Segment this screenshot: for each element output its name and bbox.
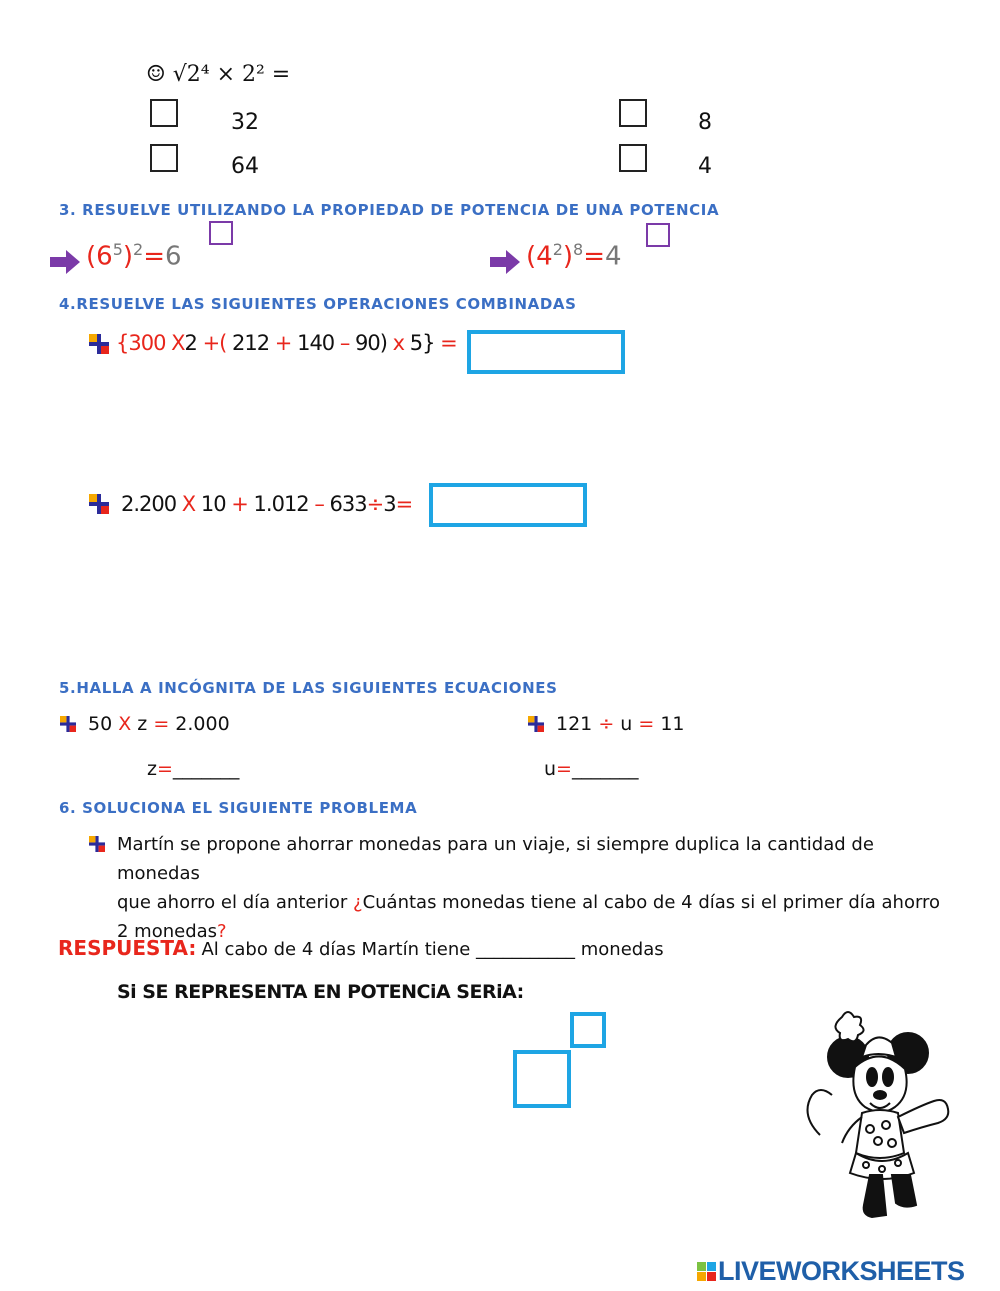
q2-option-checkbox-64[interactable] [150, 144, 178, 172]
q6-line-2: que ahorro el día anterior ¿Cuántas monedas tiene al cabo de 4 días si el primer día ahorro [117, 892, 941, 913]
q4-operation-1: {300 X2 +( 212 + 140 – 90) x 5} = [116, 331, 457, 355]
minnie-mouse-illustration [800, 1005, 960, 1230]
q3-exponent-input-2[interactable] [646, 223, 670, 247]
bullet-icon [89, 494, 109, 514]
q2-option-label-64: 64 [231, 154, 259, 179]
respuesta-text: Al cabo de 4 días Martín tiene ___________ monedas [201, 939, 664, 960]
q5-answer-2[interactable]: u=_______ [544, 758, 639, 780]
q4-heading: 4.RESUELVE LAS SIGUIENTES OPERACIONES COMBINADAS [59, 295, 577, 313]
q6-heading: 6. SOLUCIONA EL SIGUIENTE PROBLEMA [59, 799, 418, 817]
q5-equation-1: 50 X z = 2.000 [88, 713, 230, 735]
smiley-icon: ☺ [146, 62, 166, 87]
q6-line-3: 2 monedas? [117, 921, 227, 942]
q2-option-label-32: 32 [231, 110, 259, 135]
q2-option-label-8: 8 [698, 110, 712, 135]
potencia-base-box[interactable] [513, 1050, 571, 1108]
bullet-icon [89, 334, 109, 354]
q3-expression-2: $(4^2)^8=4$ [526, 240, 622, 272]
respuesta-label: RESPUESTA: [58, 936, 197, 960]
bullet-icon [60, 716, 76, 732]
q3-exponent-input-1[interactable] [209, 221, 233, 245]
q3-heading-text: RESUELVE UTILIZANDO LA PROPIEDAD DE POTENCIA DE UNA POTENCIA [82, 201, 720, 219]
q5-heading: 5.HALLA A INCÓGNITA DE LAS SIGUIENTES ECUACIONES [59, 679, 558, 697]
potencia-exponent-box[interactable] [570, 1012, 606, 1048]
q5-equation-2: 121 ÷ u = 11 [556, 713, 685, 735]
q6-problem-text [117, 830, 947, 946]
q2-expression: √2⁴ × 2² = [172, 62, 291, 87]
q6-line-1: Martín se propone ahorrar monedas para un viaje, si siempre duplica la cantidad de monedas [117, 834, 874, 884]
q3-heading-number: 3. [59, 201, 77, 219]
brand-name[interactable]: LIVEWORKSHEETS [718, 1256, 965, 1286]
q3-heading [59, 201, 719, 219]
arrow-right-icon [490, 250, 520, 274]
q4-answer-box-2[interactable] [429, 483, 587, 527]
q6-respuesta-row [58, 936, 664, 960]
potencia-label: Si SE REPRESENTA EN POTENCiA SERiA: [117, 981, 524, 1003]
q3-expression-1: $(6^5)^2=6$ [86, 240, 182, 272]
q4-answer-box-1[interactable] [467, 330, 625, 374]
liveworksheets-logo [697, 1256, 965, 1287]
q4-operation-2: 2.200 X 10 + 1.012 – 633÷3= [121, 492, 413, 516]
q5-answer-1[interactable]: z=_______ [147, 758, 240, 780]
q2-expression-row [146, 62, 290, 87]
bullet-icon [89, 836, 105, 852]
q2-option-checkbox-4[interactable] [619, 144, 647, 172]
arrow-right-icon [50, 250, 80, 274]
bullet-icon [528, 716, 544, 732]
q2-option-label-4: 4 [698, 154, 712, 179]
brand-mark-icon [697, 1262, 716, 1281]
q2-option-checkbox-32[interactable] [150, 99, 178, 127]
q2-option-checkbox-8[interactable] [619, 99, 647, 127]
